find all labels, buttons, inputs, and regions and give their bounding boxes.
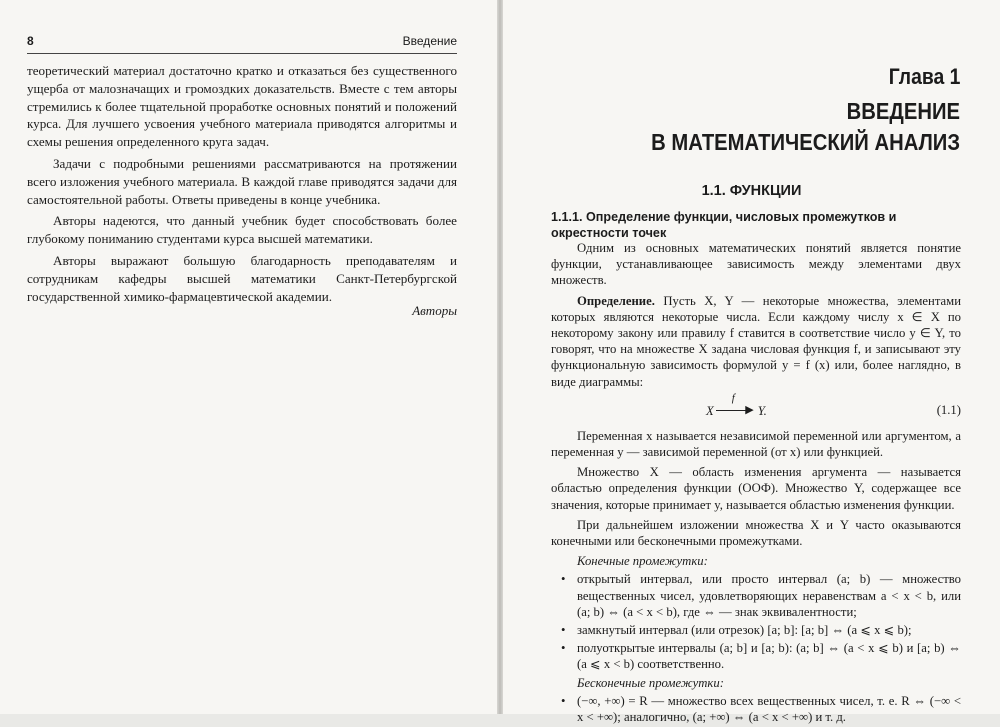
paragraph: При дальнейшем изложении множества X и Y часто оказываются конечными или бесконечными промежутками.: [551, 517, 961, 549]
infinite-intervals-list: [551, 693, 961, 725]
formula-expression: [706, 391, 767, 419]
formula-domain: X: [706, 403, 714, 418]
equation-number: (1.1): [936, 402, 961, 417]
header-rule: [27, 53, 457, 54]
definition-paragraph: [551, 293, 961, 390]
running-title: Введение: [402, 34, 457, 48]
list-item: [551, 571, 961, 620]
bullet-icon: •: [561, 623, 566, 638]
list-item-text: полуоткрытые интервалы (a; b] и [a; b): (a; b] ⇔ (a < x ⩽ b) и [a; b) ⇔ (a ⩽ x < b) соответственно.: [577, 641, 961, 672]
list-item-text: замкнутый интервал (или отрезок) [a; b]: [a; b] ⇔ (a ⩽ x ⩽ b);: [577, 623, 912, 638]
definition-text: Пусть X, Y — некоторые множества, элементами которых являются некоторые числа. Если каждому числу x ∈ X по некоторому закону или правилу f ставится в соответствие число y ∈ Y, то говорят, что на множестве X задана числовая функция f, и записывают эту функциональную зависимость формулой y = f (x) или, более наглядно, в виде диаграммы:: [551, 293, 961, 389]
formula-codomain: Y.: [757, 403, 767, 418]
list-item: [551, 693, 961, 725]
running-header: [27, 34, 457, 52]
arrow-icon: [716, 391, 756, 416]
chapter-label: Глава 1: [888, 64, 960, 89]
page-number: 8: [27, 34, 34, 48]
paragraph: теоретический материал достаточно кратко и отказаться без существенного ущерба от малозначащих и громоздких доказательств. Вместе с тем авторы стремились к более тщательной проработке основных понятий и положений курса. Для лучшего усвоения учебного материала приводятся алгоритмы и схемы решения определенного круга задач.: [27, 63, 457, 150]
list-item-text: открытый интервал, или просто интервал (a; b) — множество вещественных чисел, удовлетворяющих неравенствам a < x < b, или (a; b) ⇔ (a < x < b), где ⇔ — знак эквивалентности;: [577, 572, 961, 619]
formula-diagram: [551, 391, 961, 424]
bullet-icon: •: [561, 572, 566, 587]
right-page: [503, 0, 1000, 725]
chapter-title-line: ВВЕДЕНИЕ: [846, 98, 960, 124]
arrow-label: f: [731, 391, 735, 404]
paragraph: Переменная x называется независимой переменной или аргументом, а переменная y — зависимой переменной (от x) или функцией.: [551, 428, 961, 460]
bullet-icon: •: [561, 693, 566, 708]
paragraph: Множество X — область изменения аргумента — называется областью определения функции (ООФ). Множество Y, содержащее все значения, которые принимает y, называется областью изменения функции.: [551, 465, 961, 512]
paragraph: Авторы выражают большую благодарность преподавателям и сотрудникам кафедры высшей математики Санкт-Петербургской государственной химико-фармацевтической академии.: [27, 252, 457, 304]
bullet-icon: •: [561, 641, 566, 656]
authors-signature: Авторы: [412, 303, 457, 318]
arrow-head-icon: ▶: [745, 403, 754, 416]
right-text-column: [551, 240, 961, 727]
finite-intervals-list: [551, 571, 961, 672]
finite-intervals-heading: Конечные промежутки:: [577, 554, 708, 569]
intro-paragraph: Одним из основных математических понятий является понятие функции, устанавливающее зависимость между элементами двух множеств.: [551, 241, 961, 288]
list-item: [551, 640, 961, 672]
infinite-intervals-heading: Бесконечные промежутки:: [577, 675, 724, 690]
left-page: [0, 0, 497, 714]
section-title: 1.1. ФУНКЦИИ: [701, 183, 802, 199]
paragraph: Задачи с подробными решениями рассматриваются на протяжении всего изложения учебного материала. В каждой главе приводятся задачи для самостоятельной работы. Ответы приведены в конце учебника.: [27, 155, 457, 207]
paragraph: Авторы надеются, что данный учебник будет способствовать более глубокому пониманию студентами курса высшей математики.: [27, 213, 457, 247]
left-text-column: [27, 62, 457, 309]
list-item: [551, 622, 961, 638]
chapter-title: [573, 96, 960, 158]
definition-label: Определение.: [577, 293, 655, 308]
subsection-title: 1.1.1. Определение функции, числовых промежутков и окрестности точек: [551, 210, 897, 240]
chapter-title-line: В МАТЕМАТИЧЕСКИЙ АНАЛИЗ: [651, 129, 960, 155]
list-item-text: (−∞, +∞) = R — множество всех вещественных чисел, т. е. R ⇔ (−∞ < x < +∞); аналогично, (a; +∞) ⇔ (a < x < +∞) и т. д.: [577, 693, 961, 725]
